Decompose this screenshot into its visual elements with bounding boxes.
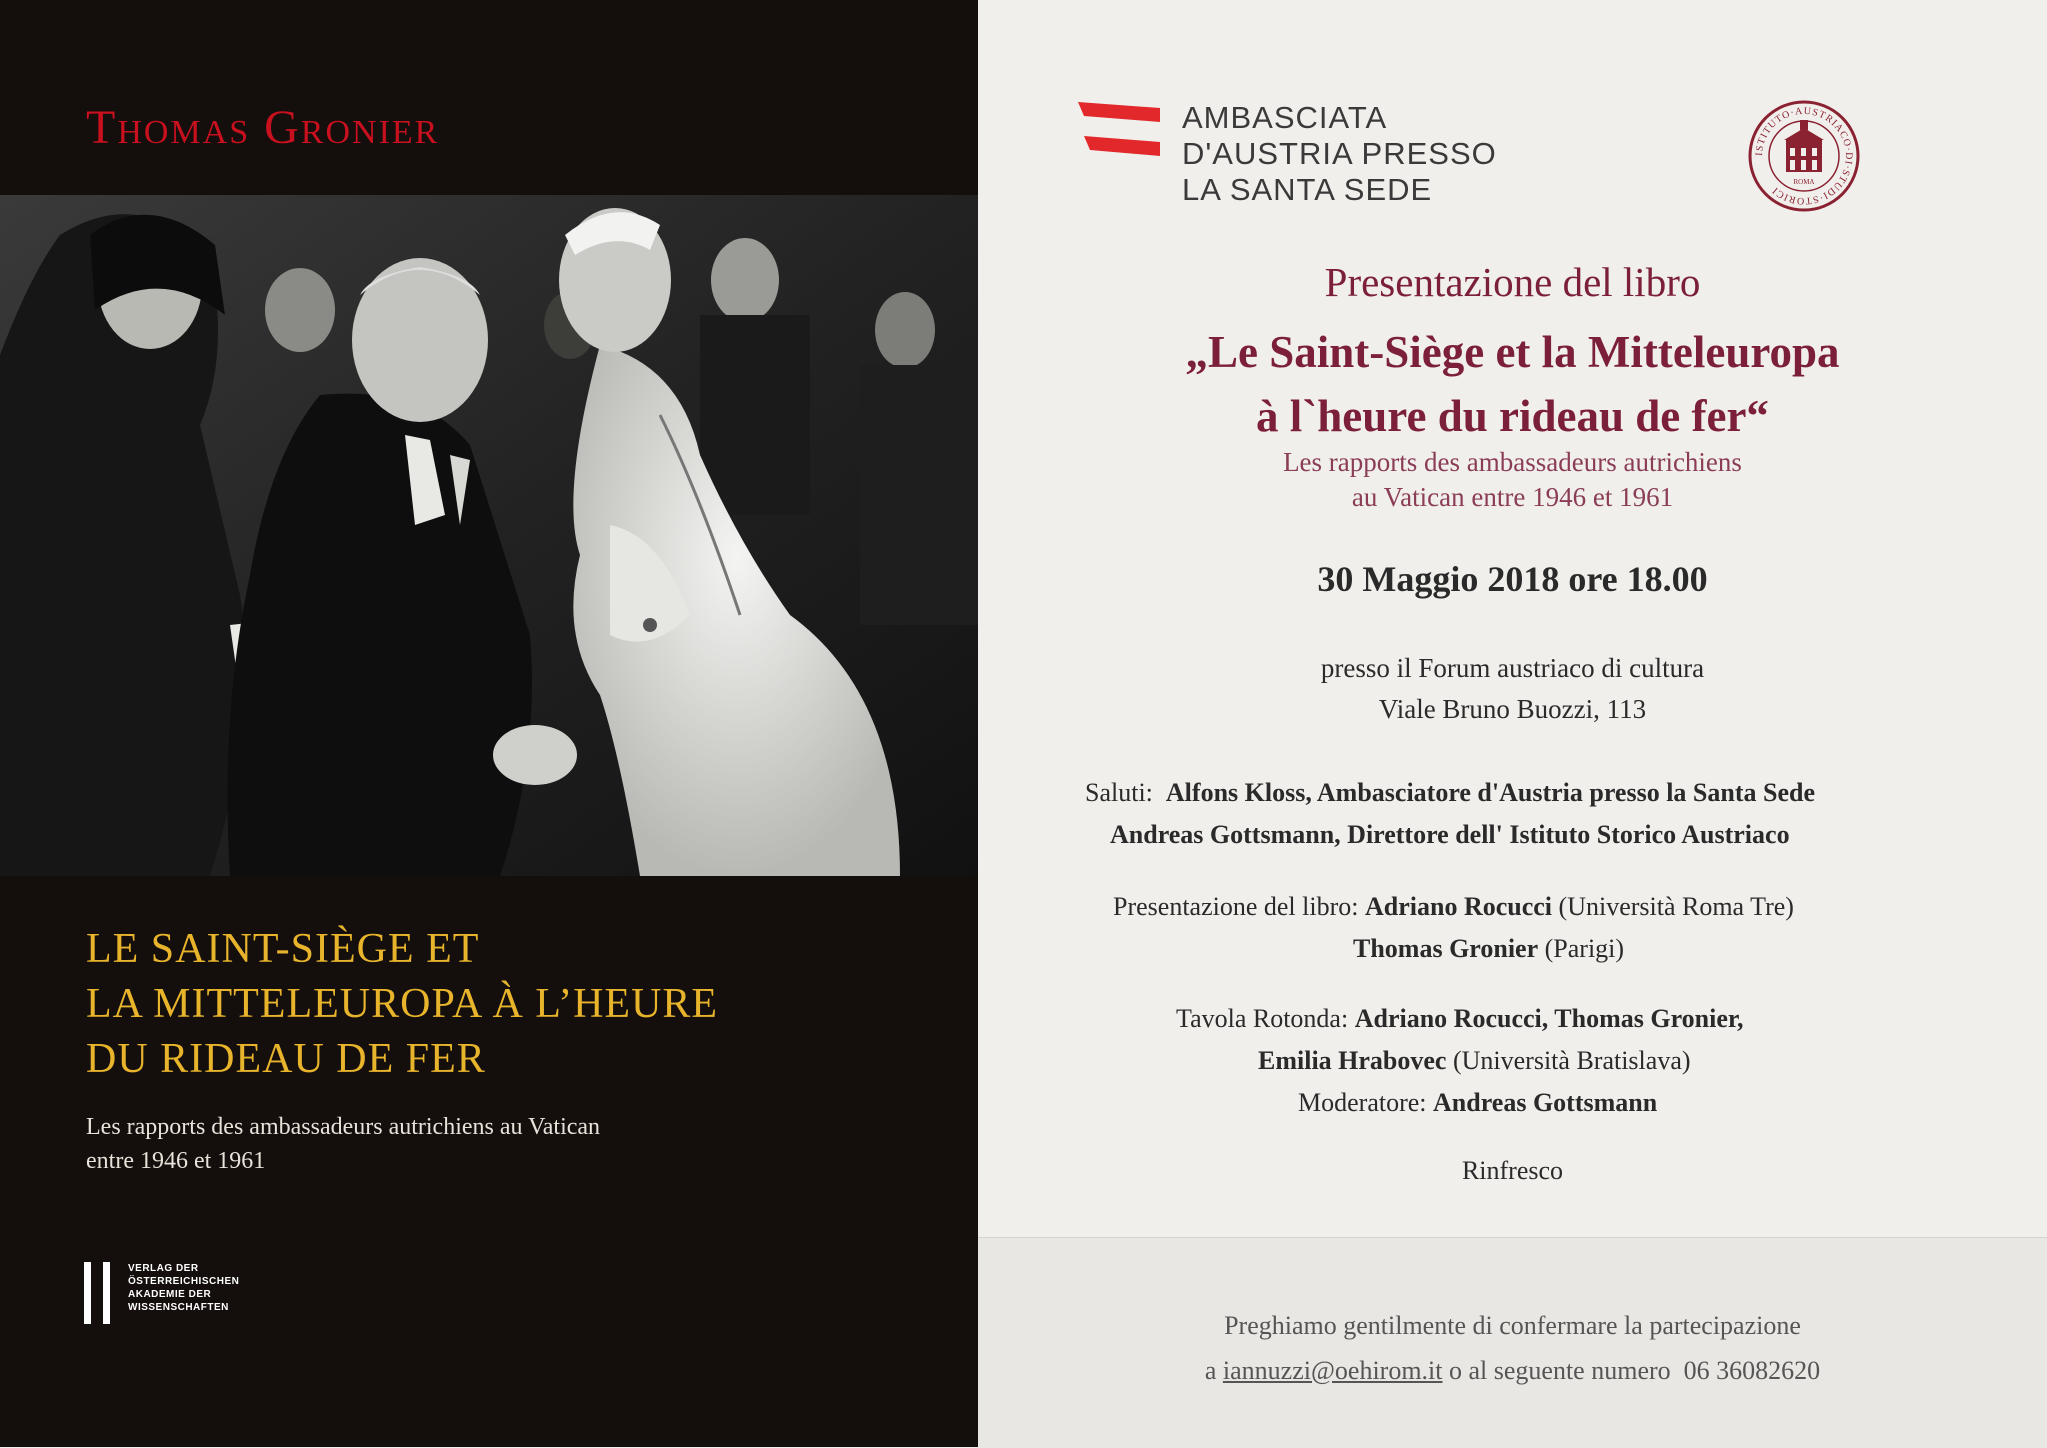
book-subtitle: Les rapports des ambassadeurs autrichiens au Vatican entre 1946 et 1961 — [1283, 447, 1742, 512]
publisher-bars-icon — [84, 1262, 110, 1324]
publisher-name: VERLAG DER ÖSTERREICHISCHEN AKADEMIE DER WISSENSCHAFTEN — [128, 1263, 240, 1313]
program-tavola-2: Emilia Hrabovec (Università Bratislava) — [1258, 1046, 1691, 1075]
cover-title-line: LE SAINT-SIÈGE ET — [86, 926, 480, 972]
cover-title-line: DU RIDEAU DE FER — [86, 1036, 486, 1082]
svg-text:ISTITUTO·AUSTRIACO·DI·STUDI·ST: ISTITUTO·AUSTRIACO·DI·STUDI·STORICI — [1753, 105, 1855, 207]
event-venue: presso il Forum austriaco di cultura Viale Bruno Buozzi, 113 — [1320, 653, 1705, 724]
embassy-logo — [1078, 100, 1497, 208]
program-moderatore: Moderatore: Andreas Gottsmann — [1298, 1088, 1658, 1117]
cover-title — [86, 922, 718, 1087]
program-saluti-2: Andreas Gottsmann, Direttore dell' Istituto Storico Austriaco — [1110, 820, 1790, 849]
institute-seal-icon — [1748, 100, 1860, 212]
cover-subtitle-line: entre 1946 et 1961 — [86, 1148, 266, 1174]
cover-photo — [0, 195, 978, 876]
book-cover — [0, 0, 978, 1447]
cover-subtitle-line: Les rapports des ambassadeurs autrichiens au Vatican — [86, 1114, 601, 1140]
program-rinfresco: Rinfresco — [1461, 1156, 1564, 1185]
presentation-heading: Presentazione del libro — [1324, 259, 1701, 305]
cover-title-line: LA MITTELEUROPA À L’HEURE — [86, 981, 719, 1027]
rsvp-email-link[interactable]: iannuzzi@oehirom.it — [1222, 1356, 1443, 1385]
publisher-logo — [84, 1262, 239, 1324]
rsvp-phone: 06 36082620 — [1683, 1356, 1821, 1385]
program-tavola: Tavola Rotonda: Adriano Rocucci, Thomas Gronier, — [1176, 1004, 1744, 1033]
invitation-panel — [978, 0, 2047, 1447]
book-title: „Le Saint-Siège et la Mitteleuropa à l`heure du rideau de fer“ — [1185, 327, 1840, 441]
program-presenter-2: Thomas Gronier (Parigi) — [1353, 934, 1625, 963]
program-presentazione: Presentazione del libro: Adriano Rocucci (Università Roma Tre) — [1113, 892, 1794, 921]
svg-text:ROMA: ROMA — [1793, 178, 1815, 186]
austrian-flag-icon — [1078, 102, 1160, 156]
event-date: 30 Maggio 2018 ore 18.00 — [1317, 559, 1708, 599]
embassy-name: AMBASCIATA D'AUSTRIA PRESSO LA SANTA SEDE — [1182, 100, 1497, 207]
program-saluti-1: Saluti: Alfons Kloss, Ambasciatore d'Austria presso la Santa Sede — [1085, 778, 1816, 807]
rsvp-note: Preghiamo gentilmente di confermare la partecipazione a iannuzzi@oehirom.it o al seguente numero 06 36082620 — [1204, 1311, 1821, 1385]
cover-author: Thomas Gronier — [86, 101, 440, 154]
cover-subtitle — [86, 1110, 600, 1178]
